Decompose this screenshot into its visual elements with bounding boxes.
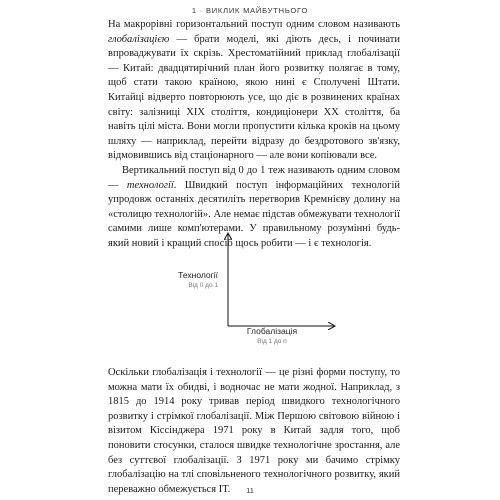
x-axis-label bbox=[240, 326, 304, 345]
y-axis-title: Технології bbox=[178, 270, 218, 280]
paragraph-1-text-b: — брати моделі, які діють десь, і починати впроваджувати їх скрізь. Хрестоматійний приклад глобалізації — Китай: двадцятирічний план його розвитку полягає в тому, щоб стати такою країною, якою нині є Сполучені Штати. Китайці відверто повторюють усе, що діє в розвинених країнах світу: залізниці XIX століття, кондиціонери XX століття, ба навіть цілі міста. Вони могли пропустити кілька кроків на цьому шляху — наприклад, перейти відразу до бездротового зв'язку, відмовившись від стаціонарного — але вони копіювали все. bbox=[108, 33, 400, 162]
body-text-bottom bbox=[108, 366, 400, 497]
paragraph-1-emphasis: глобалізацією bbox=[108, 33, 170, 45]
running-header: 1 · ВИКЛИК МАЙБУТНЬОГО bbox=[191, 6, 309, 15]
body-text-top bbox=[108, 18, 400, 252]
paragraph-1 bbox=[108, 18, 400, 164]
page-number: 11 bbox=[246, 486, 254, 495]
paragraph-2-text-a: Вертикальний поступ від 0 до 1 теж називають одним словом — bbox=[108, 164, 400, 191]
paragraph-2-emphasis: технології bbox=[126, 179, 174, 191]
y-axis-label bbox=[160, 270, 218, 289]
x-axis-title: Глобалізація bbox=[246, 326, 298, 336]
y-axis-subtitle: Від 0 до 1 bbox=[188, 282, 218, 289]
paragraph-1-text-a: На макрорівні горизонтальний поступ одним словом називають bbox=[108, 19, 400, 30]
axes-svg bbox=[160, 226, 350, 366]
progress-axes-diagram bbox=[160, 226, 350, 366]
paragraph-2-text-b: . Швидкий поступ інформаційних технологій упродовж останніх десятиліть перетворив Кремнієву долину на «столицю технологій». Але немає підстав обмежувати технології самими лише комп'ютерами. У правильному розумінні будь-який новий і кращий спосіб щось робити — і є технологія. bbox=[108, 179, 400, 249]
paragraph-3: Оскільки глобалізація і технології — це різні форми поступу, то можна мати їх обидві, і водночас не мати жодної. Наприклад, з 1815 до 1914 року тривав період швидкого технологічного розвитку і стрімкої глобалізації. Між Першою світовою війною і візитом Кіссінджера 1971 року в Китай задля того, щоб поновити стосунки, сталося швидке технологічне зростання, але без суттєвої глобалізації. З 1971 року ми бачимо стрімку глобалізацію на тлі сповільненого технологічного розвитку, який переважно обмежується ІТ. bbox=[108, 367, 400, 495]
x-axis-subtitle: Від 1 до n bbox=[257, 338, 287, 345]
